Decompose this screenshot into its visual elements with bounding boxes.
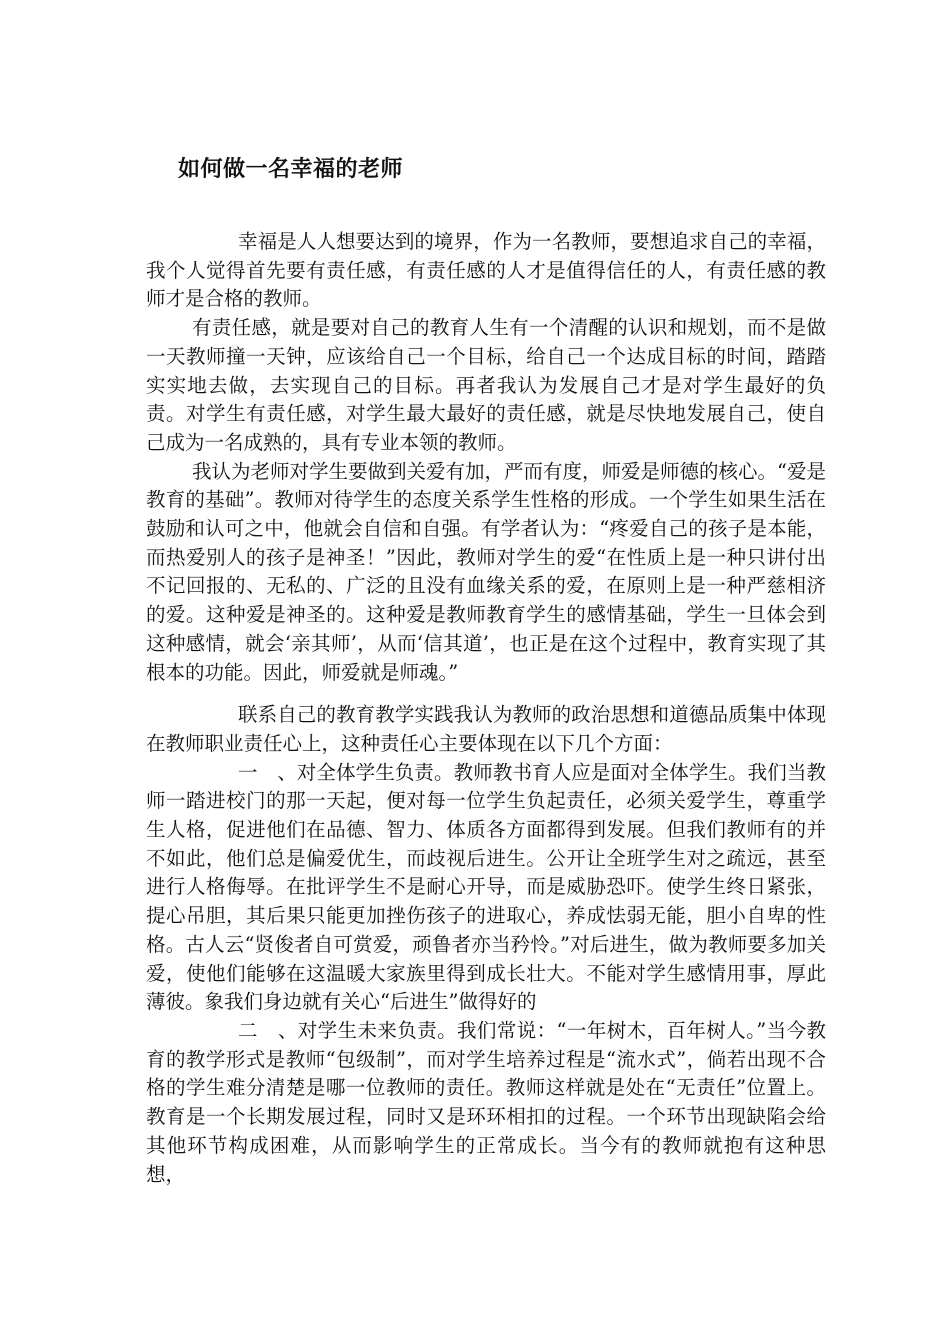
document-title: 如何做一名幸福的老师: [178, 157, 404, 182]
paragraph-point-two: 二 、对学生未来负责。我们常说：“一年树木，百年树人。”当今教育的教学形式是教师“包级制”，而对学生培养过程是“流水式”，倘若出现不合格的学生难分清楚是哪一位教师的责任。教师这样就是处在“无责任”位置上。教育是一个长期发展过程，同时又是环环相扣的过程。一个环节出现缺陷会给其他环节构成困难，从而影响学生的正常成长。当今有的教师就抱有这种思想，: [146, 1018, 826, 1186]
paragraph-intro: 幸福是人人想要达到的境界，作为一名教师，要想追求自己的幸福，我个人觉得首先要有责任感，有责任感的人才是值得信任的人，有责任感的教师才是合格的教师。: [146, 230, 826, 311]
paragraph-teacher-love: 我认为老师对学生要做到关爱有加，严而有度，师爱是师德的核心。“爱是教育的基础”。教师对待学生的态度关系学生性格的形成。一个学生如果生活在鼓励和认可之中，他就会自信和自强。有学者认为：“疼爱自己的孩子是本能，而热爱别人的孩子是神圣！”因此，教师对学生的爱“在性质上是一种只讲付出不记回报的、无私的、广泛的且没有血缘关系的爱，在原则上是一种严慈相济的爱。这种爱是神圣的。这种爱是教师教育学生的感情基础，学生一旦体会到这种感情，就会‘亲其师’，从而‘信其道’，也正是在这个过程中，教育实现了其根本的功能。因此，师爱就是师魂。”: [146, 459, 826, 684]
document-body: [146, 228, 826, 1189]
paragraph-point-one: 一 、对全体学生负责。教师教书育人应是面对全体学生。我们当教师一踏进校门的那一天起，便对每一位学生负起责任，必须关爱学生，尊重学生人格，促进他们在品德、智力、体质各方面都得到发展。但我们教师有的并不如此，他们总是偏爱优生，而歧视后进生。公开让全班学生对之疏远，甚至进行人格侮辱。在批评学生不是耐心开导，而是威胁恐吓。使学生终日紧张，提心吊胆，其后果只能更加挫伤孩子的进取心，养成怯弱无能，胆小自卑的性格。古人云“贤俊者自可赏爱，顽鲁者亦当矜怜。”对后进生，做为教师要多加关爱，使他们能够在这温暖大家族里得到成长壮大。不能对学生感情用事，厚此薄彼。象我们身边就有关心“后进生”做得好的: [146, 760, 826, 1014]
paragraph-responsibility: 有责任感，就是要对自己的教育人生有一个清醒的认识和规划，而不是做一天教师撞一天钟，应该给自己一个目标，给自己一个达成目标的时间，踏踏实实地去做，去实现自己的目标。再者我认为发展自己才是对学生最好的负责。对学生有责任感，对学生最大最好的责任感，就是尽快地发展自己，使自己成为一名成熟的，具有专业本领的教师。: [146, 316, 826, 454]
paragraph-practice: 联系自己的教育教学实践我认为教师的政治思想和道德品质集中体现在教师职业责任心上，这种责任心主要体现在以下几个方面：: [146, 703, 826, 755]
